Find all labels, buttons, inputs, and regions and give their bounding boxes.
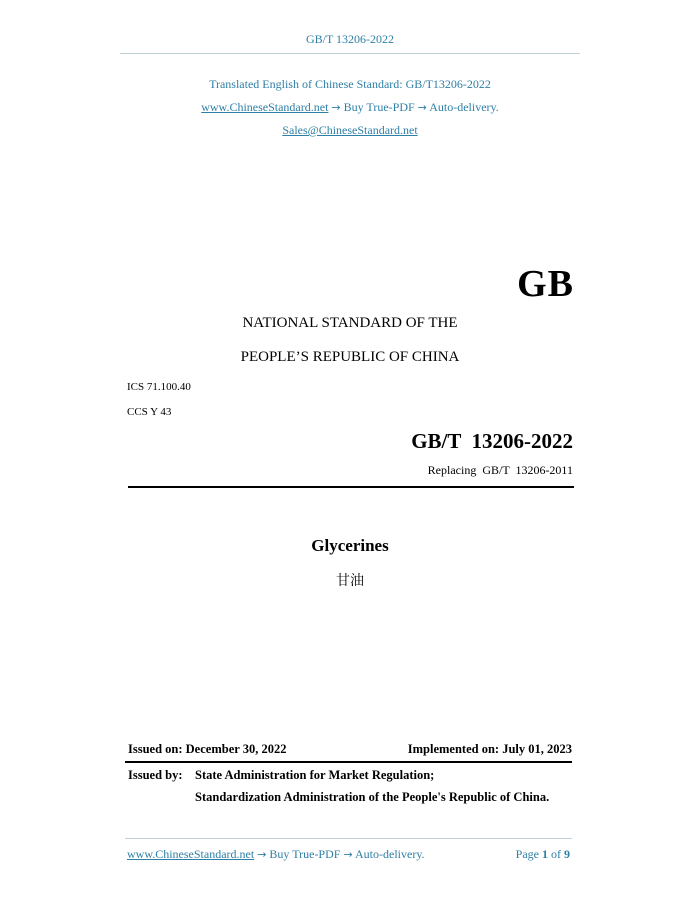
promo-delivery-text: Auto-delivery. <box>429 100 499 114</box>
title-divider <box>128 486 574 488</box>
promo-site-link[interactable]: www.ChineseStandard.net <box>201 100 329 114</box>
issuer-line1: State Administration for Market Regulation; <box>195 768 435 782</box>
gb-mark: GB <box>517 263 574 305</box>
page-label: Page <box>515 847 539 861</box>
promo-links <box>0 100 700 115</box>
arrow-icon: → <box>331 101 341 114</box>
national-standard-title-line2: PEOPLE’S REPUBLIC OF CHINA <box>240 349 460 365</box>
footer-buy-text: Buy True-PDF <box>269 847 341 861</box>
page-indicator <box>516 847 570 862</box>
page-total: 9 <box>564 847 570 861</box>
page-of: of <box>551 847 561 861</box>
document-title-cn: 甘油 <box>336 573 364 589</box>
arrow-icon: → <box>257 848 267 861</box>
standard-number: GB/T 13206-2022 <box>411 429 573 453</box>
arrow-icon: → <box>343 848 353 861</box>
ccs-code: CCS Y 43 <box>127 406 172 418</box>
promo-email-link[interactable]: Sales@ChineseStandard.net <box>282 123 418 137</box>
footer-site-link[interactable]: www.ChineseStandard.net <box>127 847 255 861</box>
footer-divider <box>125 838 572 839</box>
ics-code: ICS 71.100.40 <box>127 381 191 393</box>
promo-buy-text: Buy True-PDF <box>343 100 415 114</box>
national-standard-title-line1: NATIONAL STANDARD OF THE <box>242 315 458 331</box>
header-divider <box>120 53 580 54</box>
dates-divider <box>125 761 572 763</box>
footer-delivery-text: Auto-delivery. <box>355 847 425 861</box>
promo-line: Translated English of Chinese Standard: GB/T13206-2022 <box>209 77 491 91</box>
implemented-date: Implemented on: July 01, 2023 <box>407 742 572 756</box>
issued-by-label: Issued by: <box>128 768 183 782</box>
issuer-line2: Standardization Administration of the People's Republic of China. <box>195 790 550 804</box>
header-standard-code: GB/T 13206-2022 <box>305 32 395 46</box>
arrow-icon: → <box>417 101 427 114</box>
replacing-standard: Replacing GB/T 13206-2011 <box>427 463 573 477</box>
page-current: 1 <box>542 847 548 861</box>
footer-links <box>127 847 425 862</box>
issued-date: Issued on: December 30, 2022 <box>128 742 287 756</box>
document-title-en: Glycerines <box>311 536 389 555</box>
